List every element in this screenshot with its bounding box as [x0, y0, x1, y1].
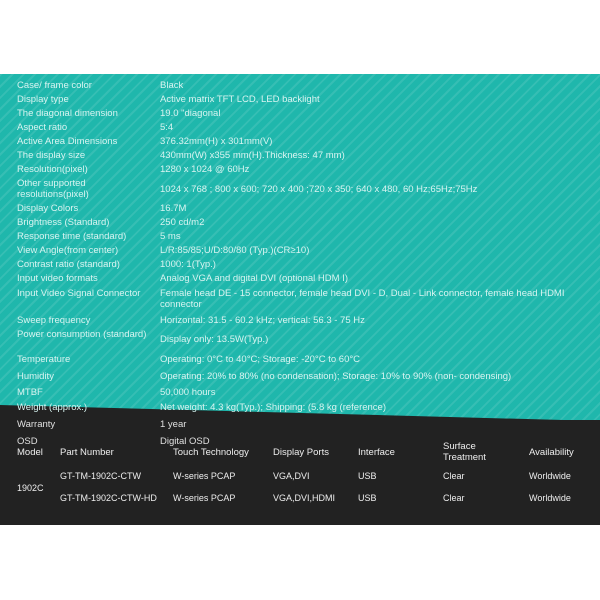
surface-treatment-cell: Clear [443, 493, 465, 503]
spec-value: Active matrix TFT LCD, LED backlight [160, 94, 320, 105]
spec-label: Other supported resolutions(pixel) [17, 178, 89, 200]
spec-label: Sweep frequency [17, 315, 91, 326]
interface-cell: USB [358, 471, 377, 481]
touch-technology-cell: W-series PCAP [173, 471, 236, 481]
spec-label: Case/ frame color [17, 80, 92, 91]
spec-value: Operating: 0°C to 40°C; Storage: -20°C to 60°C [160, 354, 361, 365]
model-cell: 1902C [17, 483, 44, 493]
spec-label: Brightness (Standard) [17, 217, 110, 228]
spec-label: Contrast ratio (standard) [17, 259, 120, 270]
part-number-cell: GT-TM-1902C-CTW-HD [60, 493, 157, 503]
spec-value: Female head DE - 15 connector, female head DVI - D, Dual - Link connector, female head HDMI connector [160, 288, 565, 310]
part-number-cell: GT-TM-1902C-CTW [60, 471, 141, 481]
column-header-surface-treatment: Surface Treatment [443, 441, 486, 463]
spec-value: Black [160, 80, 184, 91]
spec-label: Weight (approx.) [17, 402, 88, 413]
display-ports-cell: VGA,DVI [273, 471, 310, 481]
spec-label: Resolution(pixel) [17, 164, 88, 175]
spec-value: Net weight: 4.3 kg(Typ.); Shipping: (5.8 kg (reference) [160, 402, 386, 413]
column-header-model: Model [17, 447, 43, 458]
spec-value: 1 year [160, 419, 187, 430]
spec-label: MTBF [17, 387, 43, 398]
availability-cell: Worldwide [529, 471, 571, 481]
spec-label: Temperature [17, 354, 71, 365]
spec-value: 5 ms [160, 231, 181, 242]
spec-label: The display size [17, 150, 86, 161]
spec-value: 1280 x 1024 @ 60Hz [160, 164, 250, 175]
spec-label: Display Colors [17, 203, 79, 214]
spec-value: Display only: 13.5W(Typ.) [160, 334, 269, 345]
spec-value: 1000: 1(Typ.) [160, 259, 216, 270]
surface-treatment-cell: Clear [443, 471, 465, 481]
spec-label: Display type [17, 94, 69, 105]
display-ports-cell: VGA,DVI,HDMI [273, 493, 336, 503]
spec-value: 50,000 hours [160, 387, 216, 398]
column-header-display-ports: Display Ports [273, 447, 329, 458]
spec-label: Active Area Dimensions [17, 136, 118, 147]
spec-label: Warranty [17, 419, 56, 430]
spec-value: 376.32mm(H) x 301mm(V) [160, 136, 273, 147]
touch-technology-cell: W-series PCAP [173, 493, 236, 503]
spec-value: 5:4 [160, 122, 174, 133]
spec-label: Input Video Signal Connector [17, 288, 141, 299]
interface-cell: USB [358, 493, 377, 503]
spec-label: Input video formats [17, 273, 98, 284]
column-header-interface: Interface [358, 447, 395, 458]
spec-label: Humidity [17, 371, 54, 382]
spec-value: Analog VGA and digital DVI (optional HDM I) [160, 273, 348, 284]
column-header-availability: Availability [529, 447, 574, 458]
spec-label: Response time (standard) [17, 231, 127, 242]
availability-cell: Worldwide [529, 493, 571, 503]
spec-label: The diagonal dimension [17, 108, 118, 119]
spec-value: 250 cd/m2 [160, 217, 205, 228]
spec-label: Aspect ratio [17, 122, 68, 133]
spec-value: 430mm(W) x355 mm(H).Thickness: 47 mm) [160, 150, 345, 161]
spec-value: 19.0 "diagonal [160, 108, 221, 119]
spec-label: OSD [17, 436, 38, 447]
spec-value: Horizontal: 31.5 - 60.2 kHz; vertical: 56.3 - 75 Hz [160, 315, 365, 326]
spec-value: Operating: 20% to 80% (no condensation); Storage: 10% to 90% (non- condensing) [160, 371, 512, 382]
spec-value: 16.7M [160, 203, 187, 214]
column-header-touch-technology: Touch Technology [173, 447, 249, 458]
spec-value: Digital OSD [160, 436, 210, 447]
spec-value: L/R:85/85;U/D:80/80 (Typ.)(CR≥10) [160, 245, 310, 256]
spec-value: 1024 x 768 ; 800 x 600; 720 x 400 ;720 x 350; 640 x 480, 60 Hz;65Hz;75Hz [160, 184, 478, 195]
spec-label: View Angle(from center) [17, 245, 119, 256]
column-header-part-number: Part Number [60, 447, 114, 458]
spec-label: Power consumption (standard) [17, 329, 147, 340]
